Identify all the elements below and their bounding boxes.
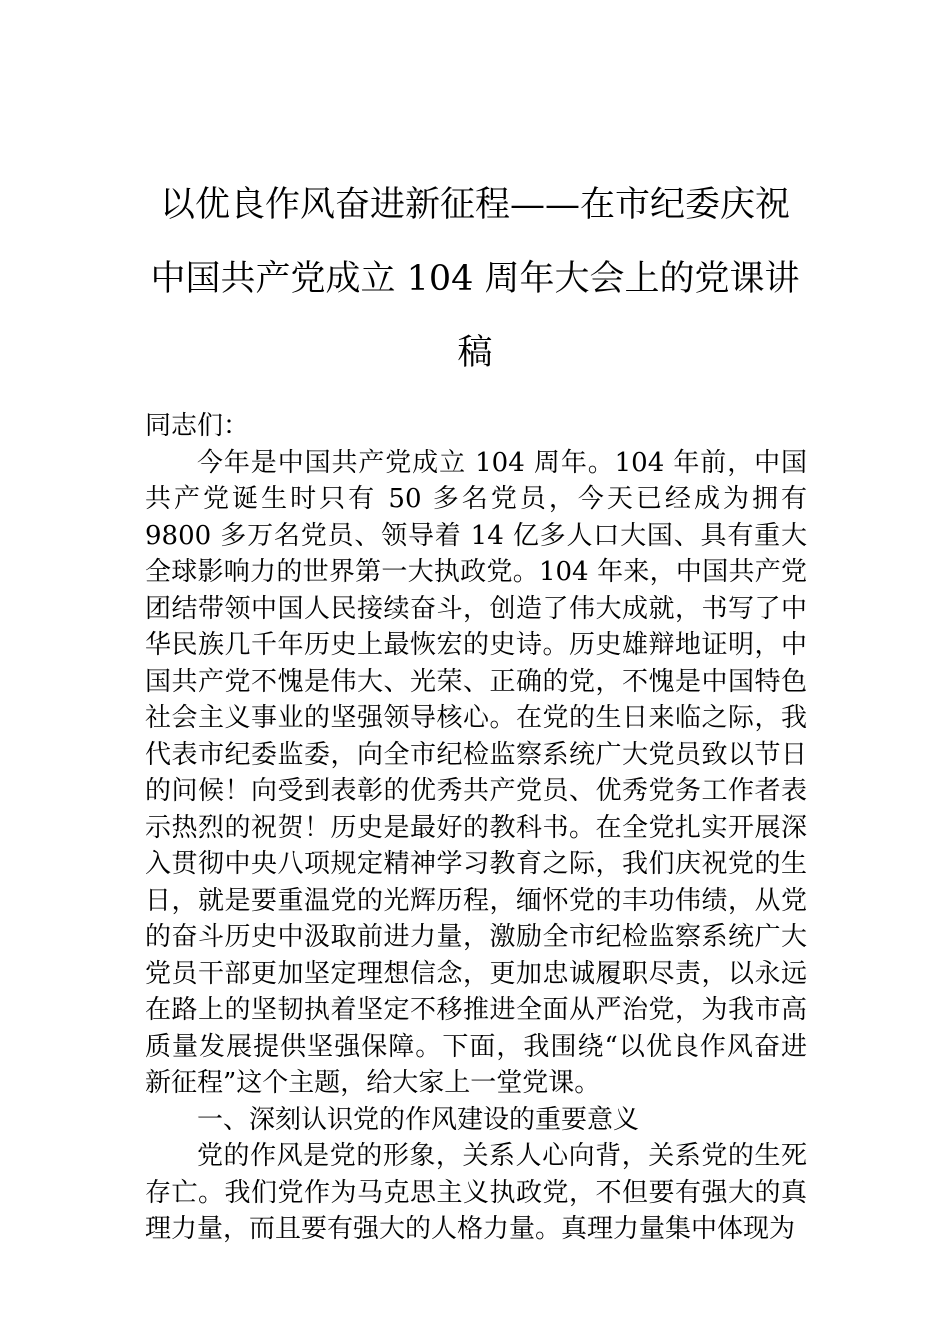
- title-line-1: 以优良作风奋进新征程——在市纪委庆祝: [159, 185, 790, 225]
- document-body: [145, 408, 807, 1248]
- section-paragraph-1: 党的作风是党的形象，关系人心向背，关系党的生死存亡。我们党作为马克思主义执政党，不但要有强大的真理力量，而且要有强大的人格力量。真理力量集中体现为: [145, 1141, 807, 1244]
- title-line-3: 稿: [457, 333, 493, 373]
- body-paragraph-1: 今年是中国共产党成立 104 周年。104 年前，中国共产党诞生时只有 50 多名党员，今天已经成为拥有 9800 多万名党员、领导着 14 亿多人口大国、具有重大全球影响力的世界第一大执政党。104 年来，中国共产党团结带领中国人民接续奋斗，创造了伟大成就，书写了中华民族几千年历史上最恢宏的史诗。历史雄辩地证明，中国共产党不愧是伟大、光荣、正确的党，不愧是中国特色社会主义事业的坚强领导核心。在党的生日来临之际，我代表市纪委监委，向全市纪检监察系统广大党员致以节日的问候！向受到表彰的优秀共产党员、优秀党务工作者表示热烈的祝贺！历史是最好的教科书。在全党扎实开展深入贯彻中央八项规定精神学习教育之际，我们庆祝党的生日，就是要重温党的光辉历程，缅怀党的丰功伟绩，从党的奋斗历史中汲取前进力量，激励全市纪检监察系统广大党员干部更加坚定理想信念，更加忠诚履职尽责，以永远在路上的坚韧执着坚定不移推进全面从严治党，为我市高质量发展提供坚强保障。下面，我围绕“以优良作风奋进新征程”这个主题，给大家上一堂党课。: [145, 447, 807, 1098]
- salutation: 同志们：: [145, 411, 250, 441]
- document-title: [145, 168, 805, 390]
- section-heading-1: 一、深刻认识党的作风建设的重要意义: [197, 1104, 640, 1135]
- title-line-2: 中国共产党成立 104 周年大会上的党课讲: [150, 259, 800, 299]
